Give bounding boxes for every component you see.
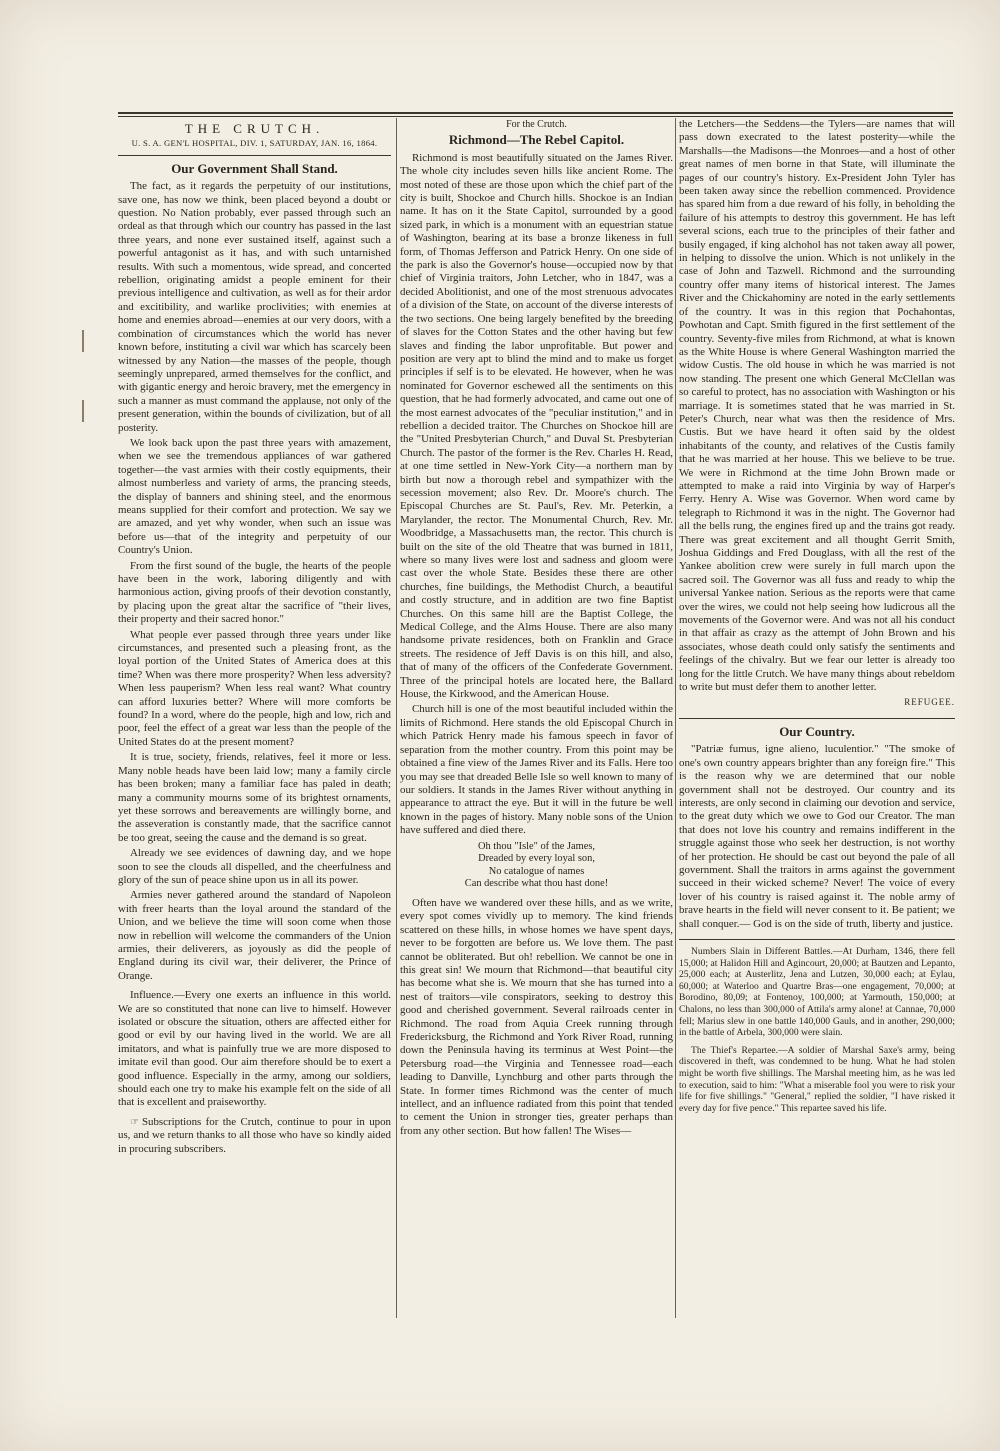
column-divider-1: [396, 118, 397, 1318]
margin-mark: [82, 330, 84, 352]
section-rule: [679, 718, 955, 719]
article-heading-richmond: Richmond—The Rebel Capitol.: [448, 132, 625, 148]
article-paragraph: What people ever passed through three years under like circumstances, and presented such a pleasing front, as the loyal portion of the United States of America does at this time? When was there more prosperity? When less adversity? When less pauperism? When less real want? What country can afford luxuries better? Where will more comforts be found? In a word, where do the people, high and low, rich and poor, feel the effect of a great war less than the people of the United States do at the present moment?: [118, 628, 391, 748]
article-kicker: For the Crutch.: [506, 119, 567, 130]
article-paragraph: The fact, as it regards the perpetuity of our institutions, save one, has now we think, been placed beyond a doubt or question. No Nation probably, ever passed through such an ordeal as that through which our country has passed in the last three years, and none ever sustained itself, against such a powerful antagonist as it has, and with such untarnished results. With such a momentous, wide spread, and concerted rebellion, originating amidst a people eminent for their previous intelligence and cultivation, as well as for their ardor and excitibility, and warlike proclivities; with enemies at home and enemies abroad—enemies at our very doors, with a combination of circumstances which the world has never known before, instituting a civil war which has scarcely been witnessed by any Nation—the masses of the people, though seemingly unprepared, armed themselves for the conflict, and with gigantic energy and heroic bravery, met the emergency in such a manner as must command the applause, not only of the present generation, within the bounds of civilization, but of all posterity.: [118, 180, 391, 434]
article-paragraph: Richmond is most beautifully situated on the James River. The whole city includes seven hills like ancient Rome. The most noted of these are those upon which the chief part of the city is built, Shockoe and Church hills. Shockoe is an Indian name. It has on it the State Capitol, surrounded by a good sized park, in which is a monument with an equestrian statue of Washington, bearing at its base a bronze likeness in full form, of Thomas Jefferson and Patrick Henry. On one side of the park is also the Governor's house—occupied now by that chief of Virginia traitors, John Letcher, who in 1847, was a decided Abolitionist, and one of the most strenuous advocates of a division of the State, on account of the diverse interests of the two sections. One being largely benefited by the breeding of slaves for the Cotton States and the other having but few slaves and finding the labor unprofitable. But power and position are very apt to blind the mind and to make us forget principles if self is to be elevated. He however, when he was nominated for Governor eschewed all the sentiments on this question, that he had formerly advocated, and came out one of the most earnest advocates of the "peculiar institution," and in rebellion a decided traitor. The Churches on Shockoe hill are the "United Presbyterian Church," and Duval St. Presbyterian Church. The pastor of the former is the Rev. Charles H. Read, at one time settled in New-York City—a northern man by birth but now a thorough rebel and sympathizer with the secession movement; also Rev. Dr. Moore's church. The Episcopal Churches are St. Paul's, Rev. Mr. Peterkin, a Marylander, the rector. The Monumental Church, Rev. Mr. Woodbridge, a Massachusetts man, the rector. This church is built on the site of the old Theatre that was burned in 1811, where so many lives were lost and sadness and gloom were cast over the whole State. Besides these there are other churches, fine buildings, the Methodist Church, a beautiful and costly structure, and in addition are two fine Baptist Churches. On this same hill are the Baptist College, the Medical College, and the Alms House. There are also many handsome private residences, both on Franklin and Grace streets. The residence of Jeff Davis is on this hill, and also, that of many of the officers of the Confederate Government. Three of the principal hotels are located here, the Ballard House, the Kirkwood, and the American House.: [400, 151, 673, 701]
masthead-title: THE CRUTCH.: [184, 121, 325, 136]
column-1: [118, 118, 391, 1328]
influence-paragraph: Influence.—Every one exerts an influence in this world. We are so constituted that none can live to himself. However isolated or obscure the situation, others are affected either for good or evil by our having lived in the world. We are all imitators, and what is painfully true we are more disposed to imitate evil than good. Our aim therefore should be to exert a good influence. Especially in the army, among our soldiers, should each one try to make his example felt on the side of all that is excellent and praiseworthy.: [118, 989, 391, 1109]
poem-line: No catalogue of names: [488, 865, 585, 877]
subscriptions-text: Subscriptions for the Crutch, continue to pour in upon us, and we return thanks to all those who have so kindly aided in procuring subscribers.: [118, 1115, 391, 1155]
article-heading-country: Our Country.: [779, 723, 855, 739]
section-rule: [679, 939, 955, 940]
pointing-hand-icon: ☞: [130, 1116, 139, 1128]
article-paragraph: Church hill is one of the most beautiful included within the limits of Richmond. Here stands the old Episcopal Church in which Patrick Henry made his famous speech in favor of separation from the mother country. From this point may be obtained a fine view of the James River and its Falls. Here too you may see that dreaded Belle Isle so well known to many of our soldiers. It stands in the James River without anything in appearance to attract the eye. But it will in the future be well known in the pages of history. Many noble sons of the Union have suffered and died there.: [400, 703, 673, 837]
article-heading-government: Our Government Shall Stand.: [171, 160, 338, 176]
thief-repartee-item: The Thief's Repartee.—A soldier of Marshal Saxe's army, being discovered in theft, was condemned to be hung. What he had stolen might be worth five shillings. The Marshal meeting him, as he was led to execution, said to him: "What a miserable fool you were to risk your life for five shillings." "General," replied the soldier, "I have risked it every day for five pence." This repartee saved his life.: [679, 1044, 955, 1114]
article-paragraph: Armies never gathered around the standard of Napoleon with freer hearts than the loyal around the standard of the Union, and we believe the time will soon come when those now in rebellion will welcome the commanders of the Union armies, their deliverers, as joyously as did the people of England during its civil war, their deliverer, the Prince of Orange.: [118, 889, 391, 982]
margin-mark: [82, 400, 84, 422]
masthead-dateline: U. S. A. GEN'L HOSPITAL, DIV. 1, SATURDAY, JAN. 16, 1864.: [118, 137, 391, 155]
article-paragraph: From the first sound of the bugle, the hearts of the people have been in the work, laboring diligently and with harmonious action, giving proofs of their devotion constantly, by placing upon the great altar the sacrifice of "their lives, their property and their sacred honor.": [118, 559, 391, 626]
article-signature: REFUGEE.: [904, 697, 955, 708]
article-paragraph: It is true, society, friends, relatives, feel it more or less. Many noble heads have been laid low; many a family circle has been broken; many a familiar face has paled in death; many a community mourns some of its brightest ornaments, yet these sorrows and bereavements are willingly borne, and the asseveration is constantly made, that the sacrifice cannot be too great, seeing the cause and the demand is so great.: [118, 751, 391, 844]
poem-line: Oh thou "Isle" of the James,: [478, 840, 595, 852]
column-3: [679, 118, 955, 1328]
subscriptions-note: [118, 1116, 391, 1156]
article-paragraph: "Patriæ fumus, igne alieno, luculentior." "The smoke of one's own country appears brighter than any foreign fire." This is the reason why we are determined that our noble government shall not be destroyed. Our country and its interests, are only second in claiming our devotion and service, to the great duty which we owe to God our Creator. The man that does not love his country and remains indifferent in the struggle against those who seek her destruction, is not worthy of her protection. He should be cast out beyond the pale of all government. Shall the traitors in arms against the government succeed in their wicked scheme? Never! The voice of every lover of his country is raised against it. The noble army of brave hearts in the field will never consent to it. Be patient; we shall conquer.— God is on the side of truth, liberty and justice.: [679, 743, 955, 930]
column-divider-2: [675, 118, 676, 1318]
battles-item: Numbers Slain in Different Battles.—At Durham, 1346, there fell 15,000; at Halidon Hill and Agincourt, 20,000; at Bautzen and Lepanto, 25,000 each; at Austerlitz, Jena and Lutzen, 30,000 each; at Eylau, 60,000; at Waterloo and Quartre Bras—one engagement, 70,000; at Borodino, 80,09; at Fontenoy, 100,000; at Yarmouth, 150,000; at Chalons, no less than 300,000 of Attila's army alone! at Cannae, 70,000 fell; Marius slew in one battle 140,000 Gauls, and in another, 290,000; in the battle of Arbela, 300,000 were slain.: [679, 945, 955, 1039]
column-2: [400, 118, 673, 1328]
article-paragraph: We look back upon the past three years with amazement, when we see the tremendous appliances of war gathered together—the vast armies with their costly equipments, their almost numberless and variety of arms, the prancing steeds, the display of banners and shining steel, and the enormous means supplied for their comfort and protection. We say we are amazed, and yet why wonder, when such an issue was before us—that of the integrity and perpetuity of our Country's Union.: [118, 436, 391, 557]
article-paragraph: the Letchers—the Seddens—the Tylers—are names that will pass down execrated to the latest posterity—while the Marshalls—the Madisons—the Monroes—and a host of other great names of men borne in that State, will illuminate the pages of our country's history. Ex-President John Tyler has been taken away since the rebellion commenced. Providence has spared him from a due reward of his folly, in beholding the failure of his attempts to destroy this government. He has left several scions, each true to the principles of their father and busily engaged, if king alchohol has not taken away all power, in helping to dissolve the union. Which is not unlikely in the case of John and Tazwell. Richmond and the surrounding country offer many items of historical interest. The James River and the Chickahominy are noted in the early settlements of the country. It was in this region that Pochahontas, Powhotan and Capt. Smith figured in the first settlement of the country. Seventy-five miles from Richmond, at what is known as the White House is where General Washington married the widow Custis. The old house in which he was married is not now standing. The present one which General McClellan was so careful to protect, has no association with Washington or his marriage. It is sometimes stated that he was married in St. Peter's Church, near what was then the residence of Mrs. Custis. But we have heard it often said by the oldest inhabitants of the county, and relatives of the Custis family that he was married at her house. This we believe to be true. We were in Richmond at the time John Brown made or attempted to make a raid into Virginia by way of Harper's Ferry. Henry A. Wise was Governor. When word came by telegraph to Richmond it was in the night. The Governor had all the bells rung, the engines fired up and the trains got ready. There was great excitement and all thought Gerrit Smith, Joshua Giddings and Fred Douglass, with all the rest of the Yankee abolition crew were surely in full march upon the sacred soil. The Governor was all fuss and ready to whip the universal Yankee nation. Serious as the reports were that came over the wires, we could not help seeing how ludicrous all the movements of the Governor were. And was not all his conduct in that affair as crazy as the attempt of John Brown and his associates, whose death could only satisfy the sentiments and feelings of the chivalry. But we fear our letter is already too long for the little Crutch. We have many things about rebeldom to write but must defer them to another letter.: [679, 118, 955, 694]
poem-line: Dreaded by every loyal son,: [478, 853, 595, 865]
poem-line: Can describe what thou hast done!: [464, 878, 609, 890]
poem-stanza: [400, 841, 673, 891]
article-paragraph: Often have we wandered over these hills, and as we write, every spot comes vividly up to memory. The kind friends scattered on these hills, in whose homes we have spent days, never to be forgotten are before us. We love them. The past cannot be obliterated. But oh! rebellion. We cannot be one in this great sin! We mourn that Richmond—that beautiful city has become what she is. We mourn that she has turned into a nest of traitors—vile conspirators, seeking to destroy this good and cherished government. Several railroads center in Richmond. The road from Aquia Creek running through Fredericksburg, the Richmond and York River Road, running down the Peninsula having its terminus at West Point—the Petersburg road—the Virginia and Tennessee road—each leading to Danville, Lynchburg and other parts through the State. In former times Richmond was the center of much intellect, and an influence radiated from this point that tended to cement the Union in stronger ties, greater perhaps than from any other section. But how fallen! The Wises—: [400, 896, 673, 1137]
top-double-rule: [118, 112, 953, 117]
article-paragraph: Already we see evidences of dawning day, and we hope soon to see the clouds all dispelled, and the cheerfulness and glory of the sun of peace shine upon us in all its power.: [118, 847, 391, 886]
